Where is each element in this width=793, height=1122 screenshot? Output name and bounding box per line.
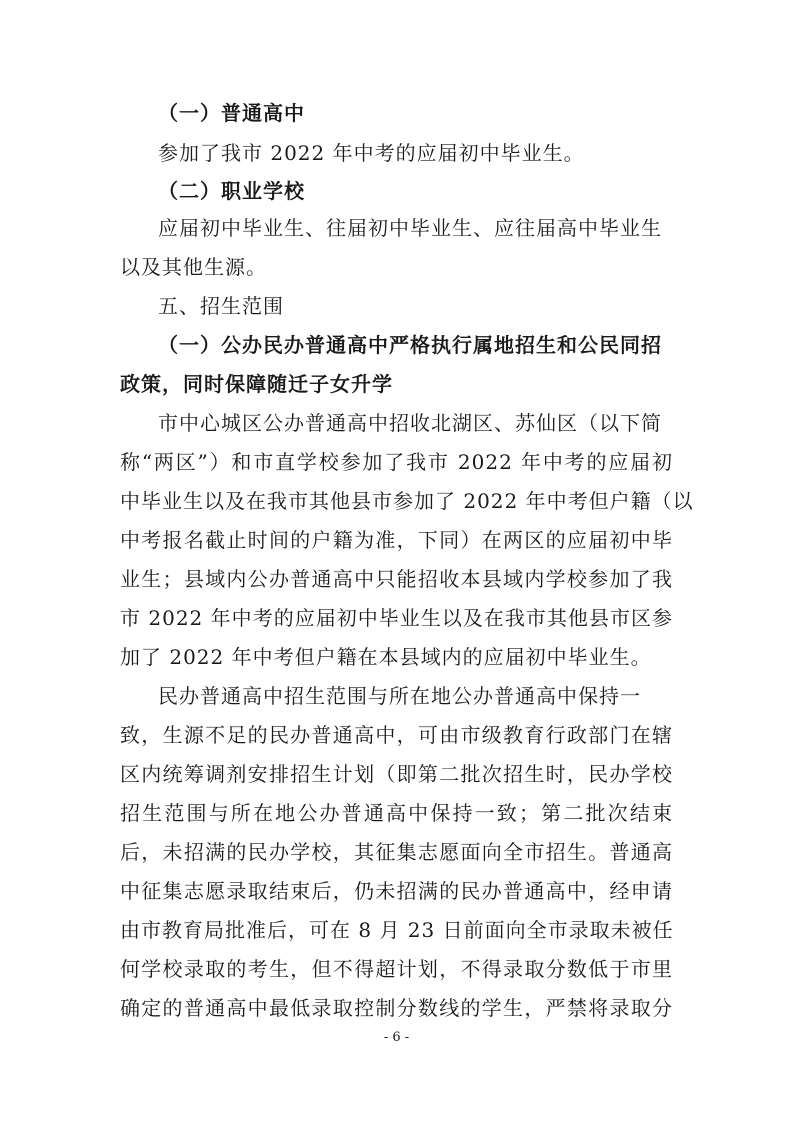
- body-line: 以及其他生源。: [120, 255, 267, 279]
- body-line: 由市教育局批准后，可在 8 月 23 日前面向全市录取未被任: [120, 918, 674, 942]
- body-line: 参加了我市 2022 年中考的应届初中毕业生。: [158, 141, 585, 165]
- body-line: 市中心城区公办普通高中招收北湖区、苏仙区（以下简: [158, 411, 662, 435]
- body-line: 确定的普通高中最低录取控制分数线的学生，严禁将录取分: [120, 996, 673, 1020]
- section-heading-vocational: （二）职业学校: [158, 179, 305, 203]
- section-heading-high-school: （一）普通高中: [158, 101, 305, 125]
- body-line: 区内统筹调剂安排招生计划（即第二批次招生时，民办学校: [120, 762, 673, 786]
- body-line: 中征集志愿录取结束后，仍未招满的民办普通高中，经申请: [120, 879, 673, 903]
- body-line: 后，未招满的民办学校，其征集志愿面向全市招生。普通高: [120, 840, 673, 864]
- body-line: 市 2022 年中考的应届初中毕业生以及在我市其他县市区参: [120, 606, 673, 630]
- body-line: 加了 2022 年中考但户籍在本县域内的应届初中毕业生。: [120, 645, 652, 669]
- page-number: - 6 -: [383, 1030, 410, 1045]
- body-line: 招生范围与所在地公办普通高中保持一致；第二批次结束: [120, 801, 673, 825]
- body-line: 称“两区”）和市直学校参加了我市 2022 年中考的应届初: [120, 450, 673, 474]
- body-line: 应届初中毕业生、往届初中毕业生、应往届高中毕业生: [158, 216, 662, 240]
- body-line: 民办普通高中招生范围与所在地公办普通高中保持一: [158, 684, 641, 708]
- body-line: 中毕业生以及在我市其他县市参加了 2022 年中考但户籍（以: [120, 489, 694, 513]
- body-line: 何学校录取的考生，但不得超计划，不得录取分数低于市里: [120, 957, 673, 981]
- subsection-heading-line: 政策，同时保障随迁子女升学: [120, 372, 393, 396]
- section-heading-enrollment-scope: 五、招生范围: [158, 294, 284, 318]
- body-line: 业生；县域内公办普通高中只能招收本县域内学校参加了我: [120, 567, 673, 591]
- subsection-heading-line: （一）公办民办普通高中严格执行属地招生和公民同招: [158, 333, 662, 357]
- body-line: 中考报名截止时间的户籍为准，下同）在两区的应届初中毕: [120, 528, 673, 552]
- body-line: 致，生源不足的民办普通高中，可由市级教育行政部门在辖: [120, 723, 673, 747]
